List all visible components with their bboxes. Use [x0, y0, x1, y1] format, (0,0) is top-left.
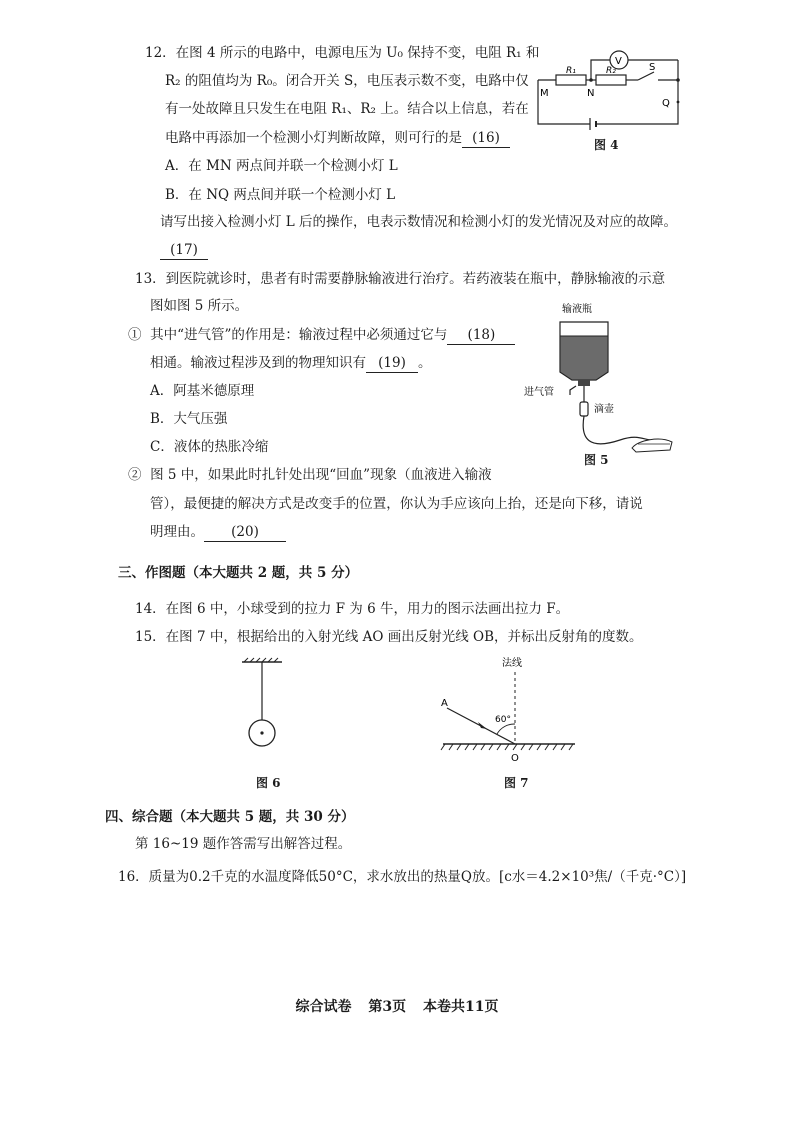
q13-sub1-text: 其中“进气管”的作用是：输液过程中必须通过它与 [150, 327, 448, 343]
section-3-title: 三、作图题（本大题共 2 题，共 5 分） [118, 565, 359, 581]
q14-text: 14．在图 6 中，小球受到的拉力 F 为 6 牛，用力的图示法画出拉力 F。 [135, 601, 570, 617]
q12-line3: 有一处故障且只发生在电阻 R₁、R₂ 上。结合以上信息，若在 [165, 101, 529, 117]
q13-sub1-text-2b: 。 [418, 355, 432, 371]
voltmeter-label: V [615, 56, 622, 67]
bottle-label: 输液瓶 [562, 304, 592, 315]
page-footer [0, 996, 794, 1016]
node-n-label: N [587, 88, 595, 99]
figure-4-caption: 图 4 [594, 138, 619, 152]
footer-total-pages: 本卷共11页 [423, 999, 499, 1015]
answer-blank-16[interactable]: (16) [462, 129, 510, 148]
section-4-title: 四、综合题（本大题共 5 题，共 30 分） [105, 809, 355, 825]
q15-text: 15．在图 7 中，根据给出的入射光线 AO 画出反射光线 OB，并标出反射角的度数。 [135, 629, 643, 645]
node-m-label: M [540, 88, 549, 99]
q13-line1: 13．到医院就诊时，患者有时需要静脉输液进行治疗。若药液装在瓶中，静脉输液的示意 [135, 271, 666, 287]
drip-chamber-label: 滴壶 [594, 404, 614, 415]
q13-sub2-text-3: 明理由。 [150, 524, 204, 540]
answer-blank-17[interactable]: (17) [160, 241, 208, 260]
switch-label: S [649, 62, 656, 73]
figure-5-caption: 图 5 [584, 453, 609, 467]
q12-instruction: 请写出接入检测小灯 L 后的操作，电表示数情况和检测小灯的发光情况及对应的故障。 [160, 214, 678, 230]
circuit-diagram [530, 40, 690, 150]
section-4-note: 第 16~19 题作答需写出解答过程。 [135, 836, 352, 852]
r1-label: R₁ [566, 66, 576, 76]
q13-sub1-mark: ① [128, 327, 142, 343]
q13-sub2-text: 图 5 中，如果此时扎针处出现“回血”现象（血液进入输液 [150, 467, 492, 483]
footer-page-number: 第3页 [368, 999, 407, 1015]
q13-sub2-mark: ② [128, 467, 142, 483]
q13-sub1-line1 [128, 326, 515, 345]
figure-6-caption: 图 6 [256, 776, 281, 790]
q12-option-a: A．在 MN 两点间并联一个检测小灯 L [165, 158, 398, 174]
inlet-tube-label: 进气管 [524, 387, 554, 398]
angle-label: 60° [495, 715, 511, 725]
r2-label: R₂ [606, 66, 616, 76]
q16-text: 16．质量为0.2千克的水温度降低50°C，求水放出的热量Q放。[c水＝4.2×10³焦/（千克·°C）] [118, 869, 687, 885]
iv-drip-diagram [520, 300, 680, 470]
ray-a-label: A [441, 698, 448, 709]
answer-blank-18[interactable]: (18) [447, 326, 515, 345]
q13-sub2-line1 [128, 466, 492, 484]
q12-answer-line [160, 241, 208, 260]
q13-sub1-text-2a: 相通。输液过程涉及到的物理知识有 [150, 355, 366, 371]
footer-exam-name: 综合试卷 [295, 999, 352, 1015]
q12-line4-text: 电路中再添加一个检测小灯判断故障，则可行的是 [165, 130, 462, 146]
figure-7-caption: 图 7 [504, 776, 529, 790]
q13-line2: 图如图 5 所示。 [150, 298, 249, 314]
pendulum-diagram [235, 658, 295, 758]
normal-label: 法线 [502, 658, 522, 669]
q12-option-b: B．在 NQ 两点间并联一个检测小灯 L [165, 187, 396, 203]
q12-line2: R₂ 的阻值均为 R₀。闭合开关 S，电压表示数不变，电路中仅 [165, 73, 529, 89]
q13-option-c: C．液体的热胀冷缩 [150, 439, 269, 455]
q13-sub2-line3 [150, 523, 286, 542]
answer-blank-20[interactable]: (20) [204, 523, 286, 542]
q13-sub2-line2: 管），最便捷的解决方式是改变手的位置，你认为手应该向上抬，还是向下移，请说 [150, 496, 643, 512]
q13-option-b: B．大气压强 [150, 411, 228, 427]
reflection-diagram [435, 652, 585, 772]
q12-line1: 12．在图 4 所示的电路中，电源电压为 U₀ 保持不变，电阻 R₁ 和 [145, 45, 540, 61]
q13-option-a: A．阿基米德原理 [150, 383, 255, 399]
answer-blank-19[interactable]: (19) [366, 354, 418, 373]
point-o-label: O [511, 753, 519, 764]
node-q-label: Q [662, 98, 670, 109]
q13-sub1-line2 [150, 354, 432, 373]
q12-line4 [165, 129, 510, 148]
